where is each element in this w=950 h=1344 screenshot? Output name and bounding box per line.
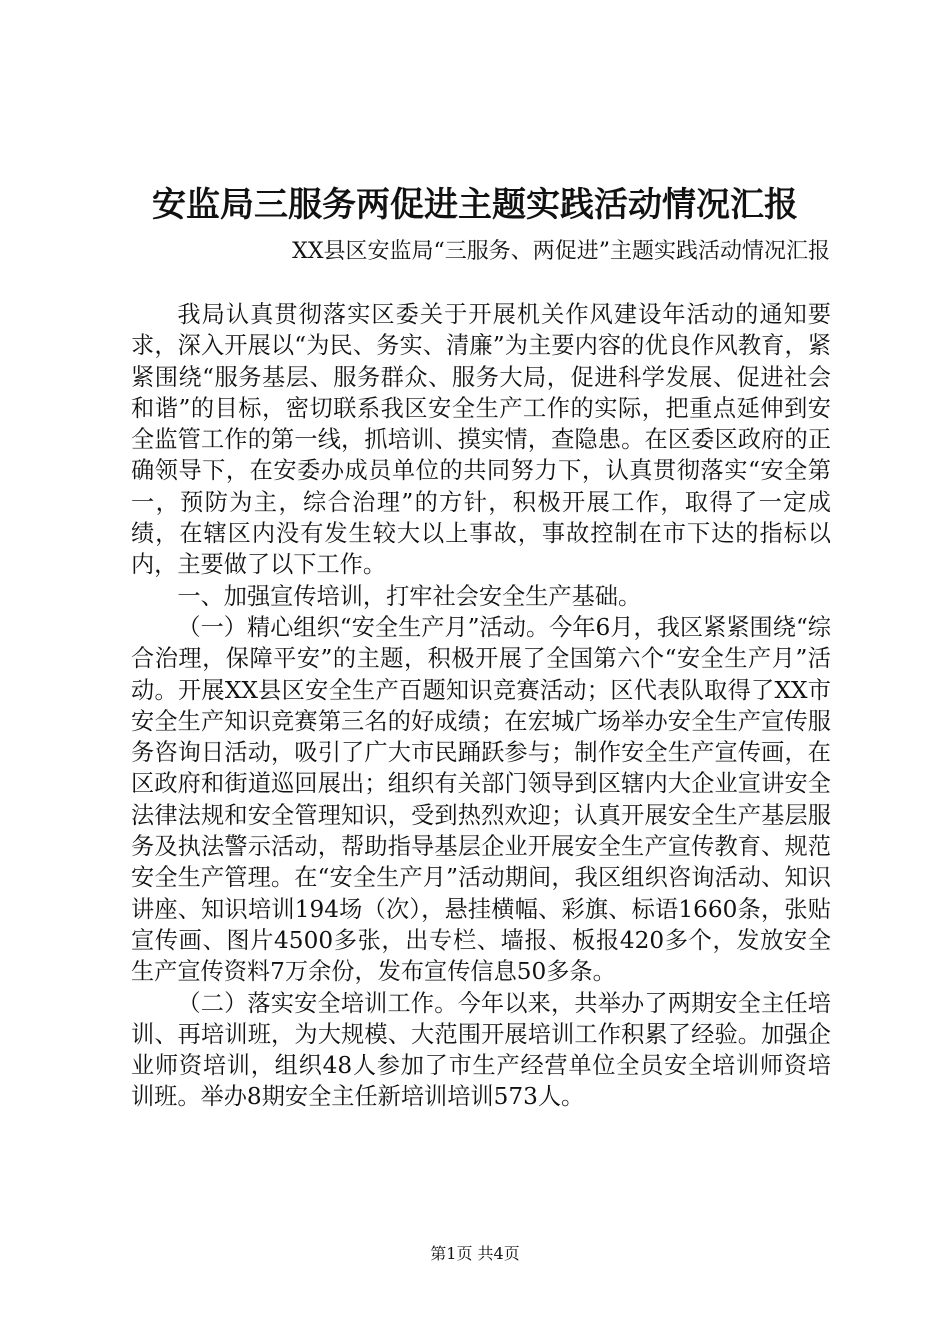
page-footer: 第1页 共4页 <box>430 1244 520 1263</box>
document-title: 安监局三服务两促进主题实践活动情况汇报 <box>152 185 798 225</box>
document-subtitle: XX县区安监局“三服务、两促进”主题实践活动情况汇报 <box>292 239 830 264</box>
section-heading-1: 一、加强宣传培训，打牢社会安全生产基础。 <box>177 582 642 610</box>
paragraph-safety-month: （一）精心组织“安全生产月”活动。今年6月，我区紧紧围绕“综合治理，保障平安”的主题，积极开展了全国第六个“安全生产月”活动。开展XX县区安全生产百题知识竞赛活动；区代表队取得了XX市安全生产知识竞赛第三名的好成绩；在宏城广场举办安全生产宣传服务咨询日活动，吸引了广大市民踊跃参与；制作安全生产宣传画，在区政府和街道巡回展出；组织有关部门领导到区辖内大企业宣讲安全法律法规和安全管理知识，受到热烈欢迎；认真开展安全生产基层服务及执法警示活动，帮助指导基层企业开展安全生产宣传教育、规范安全生产管理。在“安全生产月”活动期间，我区组织咨询活动、知识讲座、知识培训194场（次），悬挂横幅、彩旗、标语1660条，张贴宣传画、图片4500多张，出专栏、墙报、板报420多个，发放安全生产宣传资料7万余份，发布宣传信息50多条。 <box>131 613 831 986</box>
paragraph-intro: 我局认真贯彻落实区委关于开展机关作风建设年活动的通知要求，深入开展以“为民、务实、清廉”为主要内容的优良作风教育，紧紧围绕“服务基层、服务群众、服务大局，促进科学发展、促进社会和谐”的目标，密切联系我区安全生产工作的实际，把重点延伸到安全监管工作的第一线，抓培训、摸实情，查隐患。在区委区政府的正确领导下，在安委办成员单位的共同努力下，认真贯彻落实“安全第一，预防为主，综合治理”的方针，积极开展工作，取得了一定成绩，在辖区内没有发生较大以上事故，事故控制在市下达的指标以内，主要做了以下工作。 <box>131 301 831 579</box>
paragraph-training: （二）落实安全培训工作。今年以来，共举办了两期安全主任培训、再培训班，为大规模、大范围开展培训工作积累了经验。加强企业师资培训，组织48人参加了市生产经营单位全员安全培训师资培训班。举办8期安全主任新培训培训573人。 <box>131 989 831 1111</box>
document-body <box>131 299 831 1113</box>
